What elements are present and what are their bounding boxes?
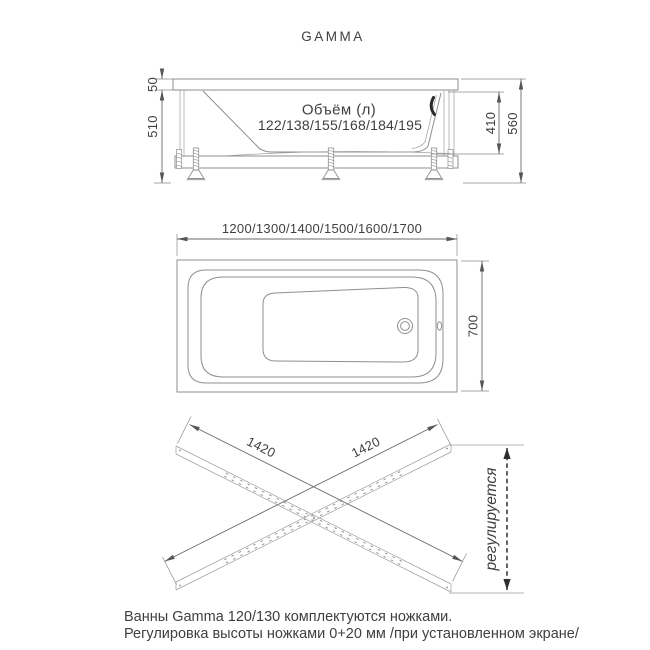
dim-rail-right: 1420 xyxy=(348,433,383,461)
footnote-line1: Ванны Gamma 120/130 комплектуются ножками. xyxy=(124,609,453,625)
footnote-line2: Регулировка высоты ножками 0+20 мм /при установленном экране/ xyxy=(124,626,579,642)
dim-lengths: 1200/1300/1400/1500/1600/1700 xyxy=(221,221,423,236)
volume-values: 122/138/155/168/184/195 xyxy=(257,117,423,133)
dim-total-height: 560 xyxy=(505,112,520,135)
dim-rail-left: 1420 xyxy=(244,433,279,461)
right-peg xyxy=(448,150,453,169)
dim-width: 700 xyxy=(465,314,481,338)
tub-outer-rect xyxy=(177,260,457,392)
dim-rim-height: 50 xyxy=(145,76,160,93)
dim-inner-depth: 410 xyxy=(483,111,498,135)
side-view xyxy=(145,71,526,184)
left-peg xyxy=(177,150,182,169)
dim-body-height: 510 xyxy=(145,115,160,138)
adjustable-label: регулируется xyxy=(483,467,500,571)
tub-rim-profile xyxy=(173,79,458,90)
top-view xyxy=(177,221,489,392)
legs-view xyxy=(163,417,525,594)
footnotes xyxy=(124,609,580,642)
base-frame-bar xyxy=(175,156,458,168)
page-title: GAMMA xyxy=(301,29,365,44)
volume-label: Объём (л) xyxy=(301,101,377,119)
